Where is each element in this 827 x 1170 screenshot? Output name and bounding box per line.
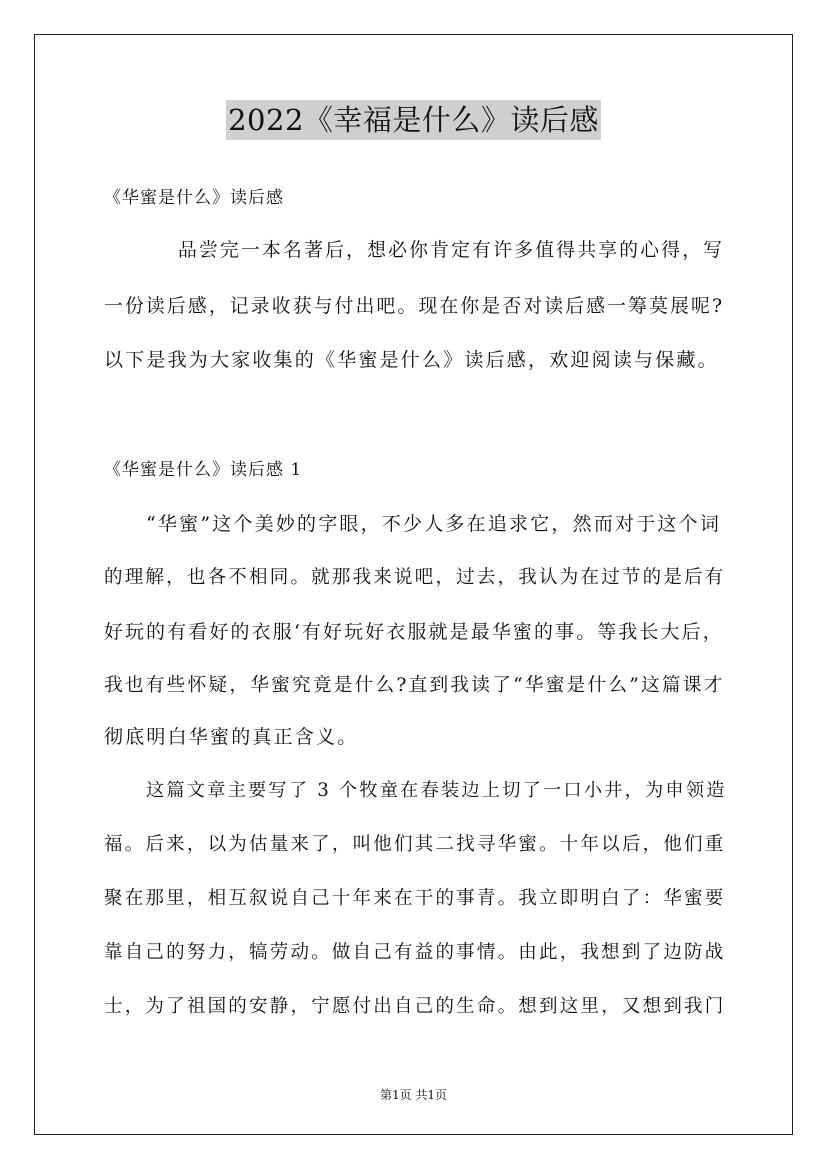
para1-line-5: 彻底明白华蜜的真正含义。 [104, 726, 359, 748]
para1-line-1: “华蜜”这个美妙的字眼，不少人多在追求它，然而对于这个词 [146, 513, 722, 535]
para2-line-1: 这篇文章主要写了 3 个牧童在春装边上切了一口小井，为申领造 [146, 780, 727, 801]
para1-line-4: 我也有些怀疑，华蜜究竟是什么?直到我读了“华蜜是什么”这篇课才 [104, 675, 725, 696]
page-footer: 第1页 共1页 [379, 1088, 448, 1102]
intro-line-1: 品尝完一本名著后，想必你肯定有许多值得共享的心得，写 [178, 240, 725, 261]
document-title: 2022《幸福是什么》读后感 [226, 100, 601, 140]
para2-line-3: 聚在那里，相互叙说自己十年来在干的事青。我立即明白了：华蜜要 [104, 888, 726, 909]
para2-line-2: 福。后来，以为估量来了，叫他们其二找寻华蜜。十年以后，他们重 [104, 834, 726, 855]
intro-line-3: 以下是我为大家收集的《华蜜是什么》读后感，欢迎阅读与保藏。 [104, 349, 719, 371]
para1-line-2: 的理解，也各不相同。就那我来说吧，过去，我认为在过节的是后有 [104, 567, 726, 588]
para2-line-5: 士，为了祖国的安静，宁愿付出自己的生命。想到这里，又想到我门 [104, 996, 726, 1017]
intro-line-2: 一份读后感，记录收获与付出吧。现在你是否对读后感一筹莫展呢? [104, 296, 725, 317]
subtitle: 《华蜜是什么》读后感 [104, 188, 284, 208]
title-container [0, 100, 827, 140]
section-heading: 《华蜜是什么》读后感 1 [104, 460, 303, 480]
para2-line-4: 靠自己的努力，犒劳动。做自己有益的事情。由此，我想到了边防战 [104, 942, 726, 963]
para1-line-3: 好玩的有看好的衣服‘有好玩好衣服就是最华蜜的事。等我长大后， [104, 621, 724, 643]
